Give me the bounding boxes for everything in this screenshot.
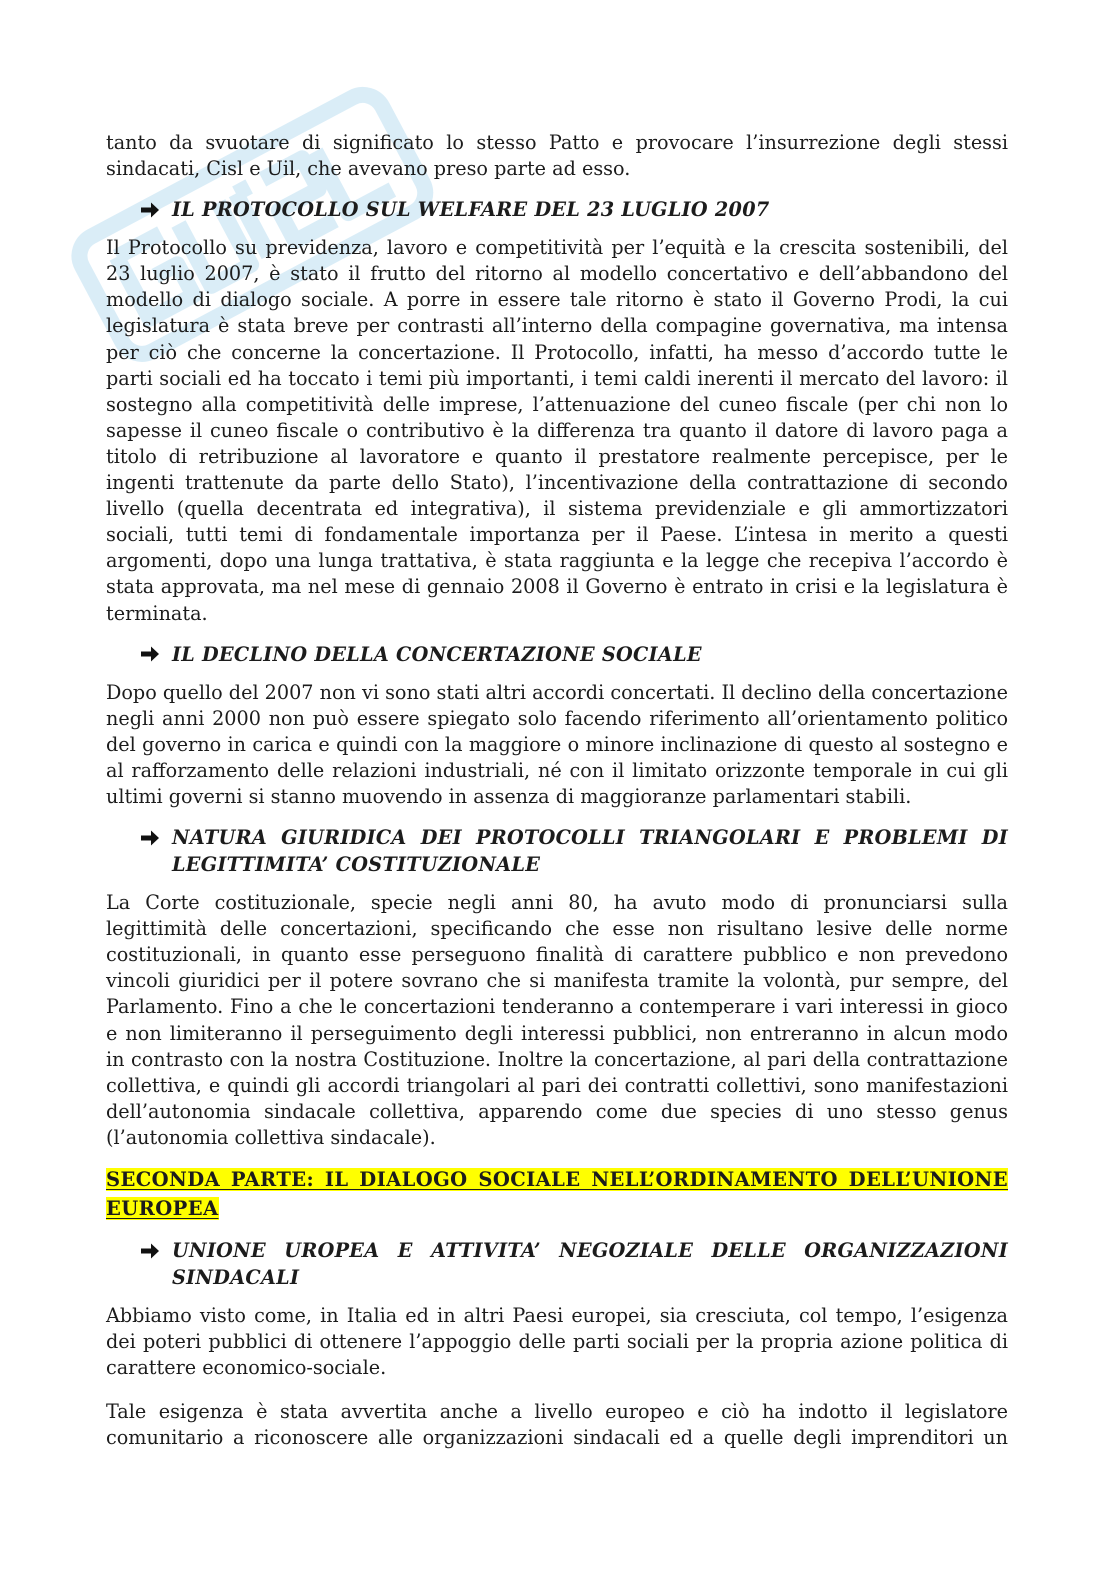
document-page [106,130,1008,1451]
paragraph-protocollo: Il Protocollo su previdenza, lavoro e competitività per l’equità e la crescita sostenibili, del 23 luglio 2007, è stato il frutto del ritorno al modello concertativo e dell’abbandono del modello di dialogo sociale. A porre in essere tale ritorno è stato il Governo Prodi, la cui legislatura è stata breve per contrasti all’interno della compagine governativa, ma intensa per ciò che concerne la concertazione. Il Protocollo, infatti, ha messo d’accordo tutte le parti sociali ed ha toccato i temi più importanti, i temi caldi inerenti il mercato del lavoro: il sostegno alla competitività delle imprese, l’attenuazione del cuneo fiscale (per chi non lo sapesse il cuneo fiscale o contributivo è la differenza tra quanto il datore di lavoro paga a titolo di retribuzione al lavoratore e quanto il prestatore realmente percepisce, per le ingenti trattenute da parte dello Stato), l’incentivazione della contrattazione di secondo livello (quella decentrata ed integrativa), il sistema previdenziale e gli ammortizzatori sociali, tutti temi di fondamentale importanza per il Paese. L’intesa in merito a questi argomenti, dopo una lunga trattativa, è stata raggiunta e la legge che recepiva l’accordo è stata approvata, ma nel mese di gennaio 2008 il Governo è entrato in crisi e la legislatura è terminata. [106,236,1008,625]
section-heading-declino [106,641,1008,668]
arrow-right-icon [140,824,172,851]
section-heading-natura-giuridica [106,824,1008,878]
paragraph-declino: Dopo quello del 2007 non vi sono stati altri accordi concertati. Il declino della concertazione negli anni 2000 non può essere spiegato solo facendo riferimento all’orientamento politico del governo in carica e quindi con la maggiore o minore inclinazione di questo al sostegno e al rafforzamento delle relazioni industriali, né con il limitato orizzonte temporale in cui gli ultimi governi si stanno muovendo in assenza di maggioranze parlamentari stabili. [106,680,1008,808]
section-heading-unione-europea [106,1237,1008,1291]
section-heading-protocollo [106,196,1008,223]
paragraph-intro: tanto da svuotare di significato lo stesso Patto e provocare l’insurrezione degli stessi sindacati, Cisl e Uil, che avevano preso parte ad esso. [106,131,1008,181]
arrow-right-icon [140,641,172,668]
heading-text: UNIONE UROPEA E ATTIVITA’ NEGOZIALE DELLE ORGANIZZAZIONI SINDACALI [172,1239,1008,1289]
part-title [106,1165,1008,1223]
heading-text: IL PROTOCOLLO SUL WELFARE DEL 23 LUGLIO 2007 [172,198,770,222]
paragraph-ue-1: Abbiamo visto come, in Italia ed in altri Paesi europei, sia cresciuta, col tempo, l’esigenza dei poteri pubblici di ottenere l’appoggio delle parti sociali per la propria azione politica di carattere economico-sociale. [106,1304,1008,1380]
heading-text: NATURA GIURIDICA DEI PROTOCOLLI TRIANGOLARI E PROBLEMI DI LEGITTIMITA’ COSTITUZIONALE [172,826,1008,877]
arrow-right-icon [140,196,172,223]
arrow-right-icon [140,1237,172,1264]
paragraph-natura-giuridica: La Corte costituzionale, specie negli anni 80, ha avuto modo di pronunciarsi sulla legittimità delle concertazioni, specificando che esse non risultano lesive delle norme costituzionali, in quanto esse perseguono finalità di carattere pubblico e non prevedono vincoli giuridici per il potere sovrano che si manifesta tramite la volontà, pur sempre, del Parlamento. Fino a che le concertazioni tenderanno a contemperare i vari interessi in gioco e non limiteranno il perseguimento degli interessi pubblici, non entreranno in alcun modo in contrasto con la nostra Costituzione. Inoltre la concertazione, al pari della contrattazione collettiva, e quindi gli accordi triangolari al pari dei contratti collettivi, sono manifestazioni dell’autonomia sindacale collettiva, apparendo come due species di uno stesso genus (l’autonomia collettiva sindacale). [106,891,1008,1149]
part-title-text: SECONDA PARTE: IL DIALOGO SOCIALE NELL’ORDINAMENTO DELL’UNIONE EUROPEA [106,1168,1008,1220]
heading-text: IL DECLINO DELLA CONCERTAZIONE SOCIALE [172,642,702,666]
paragraph-ue-2: Tale esigenza è stata avvertita anche a livello europeo e ciò ha indotto il legislatore comunitario a riconoscere alle organizzazioni sindacali ed a quelle degli imprenditori un [106,1400,1008,1450]
